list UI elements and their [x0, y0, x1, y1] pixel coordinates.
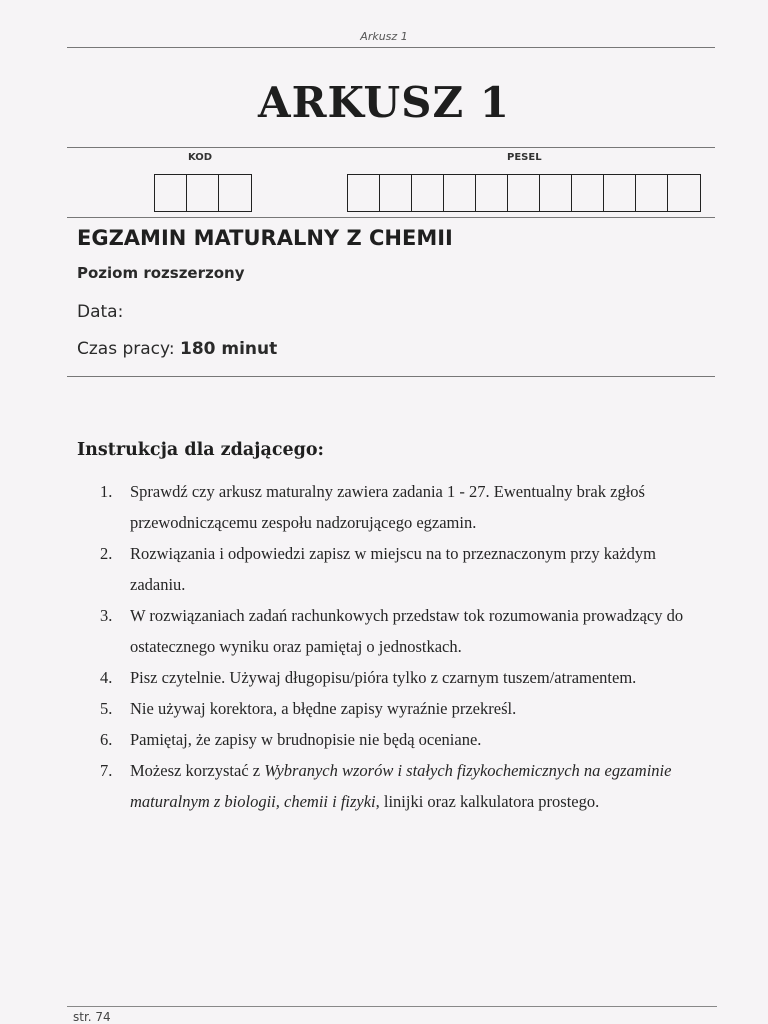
list-item [100, 538, 715, 600]
exam-date-label: Data: [77, 302, 124, 322]
instructions-title: Instrukcja dla zdającego: [77, 440, 324, 460]
list-item-text-part: Możesz korzystać z [130, 761, 265, 780]
pesel-label: PESEL [507, 152, 542, 163]
list-item-text: Nie używaj korektora, a błędne zapisy wyraźnie przekreśl. [130, 699, 517, 718]
list-item-text: Pamiętaj, że zapisy w brudnopisie nie będą oceniane. [130, 730, 482, 749]
page-number: str. 74 [73, 1010, 111, 1024]
pesel-box[interactable] [636, 175, 668, 211]
instructions-list [100, 476, 715, 817]
pesel-box[interactable] [348, 175, 380, 211]
list-item-text [130, 755, 715, 817]
header-rule [67, 47, 715, 48]
list-item-number: 2. [100, 544, 113, 563]
exam-level: Poziom rozszerzony [77, 264, 245, 282]
kod-box[interactable] [187, 175, 219, 211]
list-item [100, 724, 715, 755]
kod-boxes[interactable] [154, 174, 252, 212]
list-item [100, 476, 715, 538]
list-item-text: Pisz czytelnie. Używaj długopisu/pióra tylko z czarnym tuszem/atramentem. [130, 668, 637, 687]
list-item-text: W rozwiązaniach zadań rachunkowych przedstaw tok rozumowania prowadzący do ostatecznego wyniku oraz pamiętaj o jednostkach. [130, 606, 684, 656]
list-item-number: 1. [100, 482, 113, 501]
pesel-box[interactable] [540, 175, 572, 211]
fields-top-rule [67, 147, 715, 148]
kod-box[interactable] [155, 175, 187, 211]
fields-bottom-rule [67, 217, 715, 218]
list-item-text: Sprawdź czy arkusz maturalny zawiera zadania 1 - 27. Ewentualny brak zgłoś przewodniczącemu zespołu nadzorującego egzamin. [130, 482, 645, 532]
running-header: Arkusz 1 [360, 30, 408, 43]
pesel-box[interactable] [444, 175, 476, 211]
exam-time-value: 180 minut [179, 339, 278, 359]
list-item [100, 662, 715, 693]
pesel-box[interactable] [476, 175, 508, 211]
exam-bottom-rule [67, 376, 715, 377]
publication-title: Wybranych wzorów i stałych fizykochemicznych na egzaminie maturalnym z biologii, chemii i fizyki [130, 761, 672, 811]
pesel-box[interactable] [668, 175, 700, 211]
list-item-text-part: , linijki oraz kalkulatora prostego. [375, 792, 600, 811]
pesel-box[interactable] [412, 175, 444, 211]
kod-box[interactable] [219, 175, 251, 211]
pesel-box[interactable] [508, 175, 540, 211]
exam-time-label: Czas pracy: [77, 339, 175, 359]
list-item-number: 6. [100, 730, 113, 749]
pesel-boxes[interactable] [347, 174, 701, 212]
exam-time [77, 339, 277, 359]
pesel-box[interactable] [604, 175, 636, 211]
kod-label: KOD [188, 152, 213, 163]
list-item-number: 5. [100, 699, 113, 718]
list-item-number: 4. [100, 668, 113, 687]
page-title: ARKUSZ 1 [258, 78, 510, 127]
pesel-box[interactable] [572, 175, 604, 211]
list-item [100, 600, 715, 662]
pesel-box[interactable] [380, 175, 412, 211]
exam-title: EGZAMIN MATURALNY Z CHEMII [77, 226, 453, 250]
list-item [100, 755, 715, 817]
list-item-number: 3. [100, 606, 113, 625]
footer-rule [67, 1006, 717, 1007]
list-item-text: Rozwiązania i odpowiedzi zapisz w miejscu na to przeznaczonym przy każdym zadaniu. [130, 544, 656, 594]
list-item-number: 7. [100, 761, 113, 780]
list-item [100, 693, 715, 724]
